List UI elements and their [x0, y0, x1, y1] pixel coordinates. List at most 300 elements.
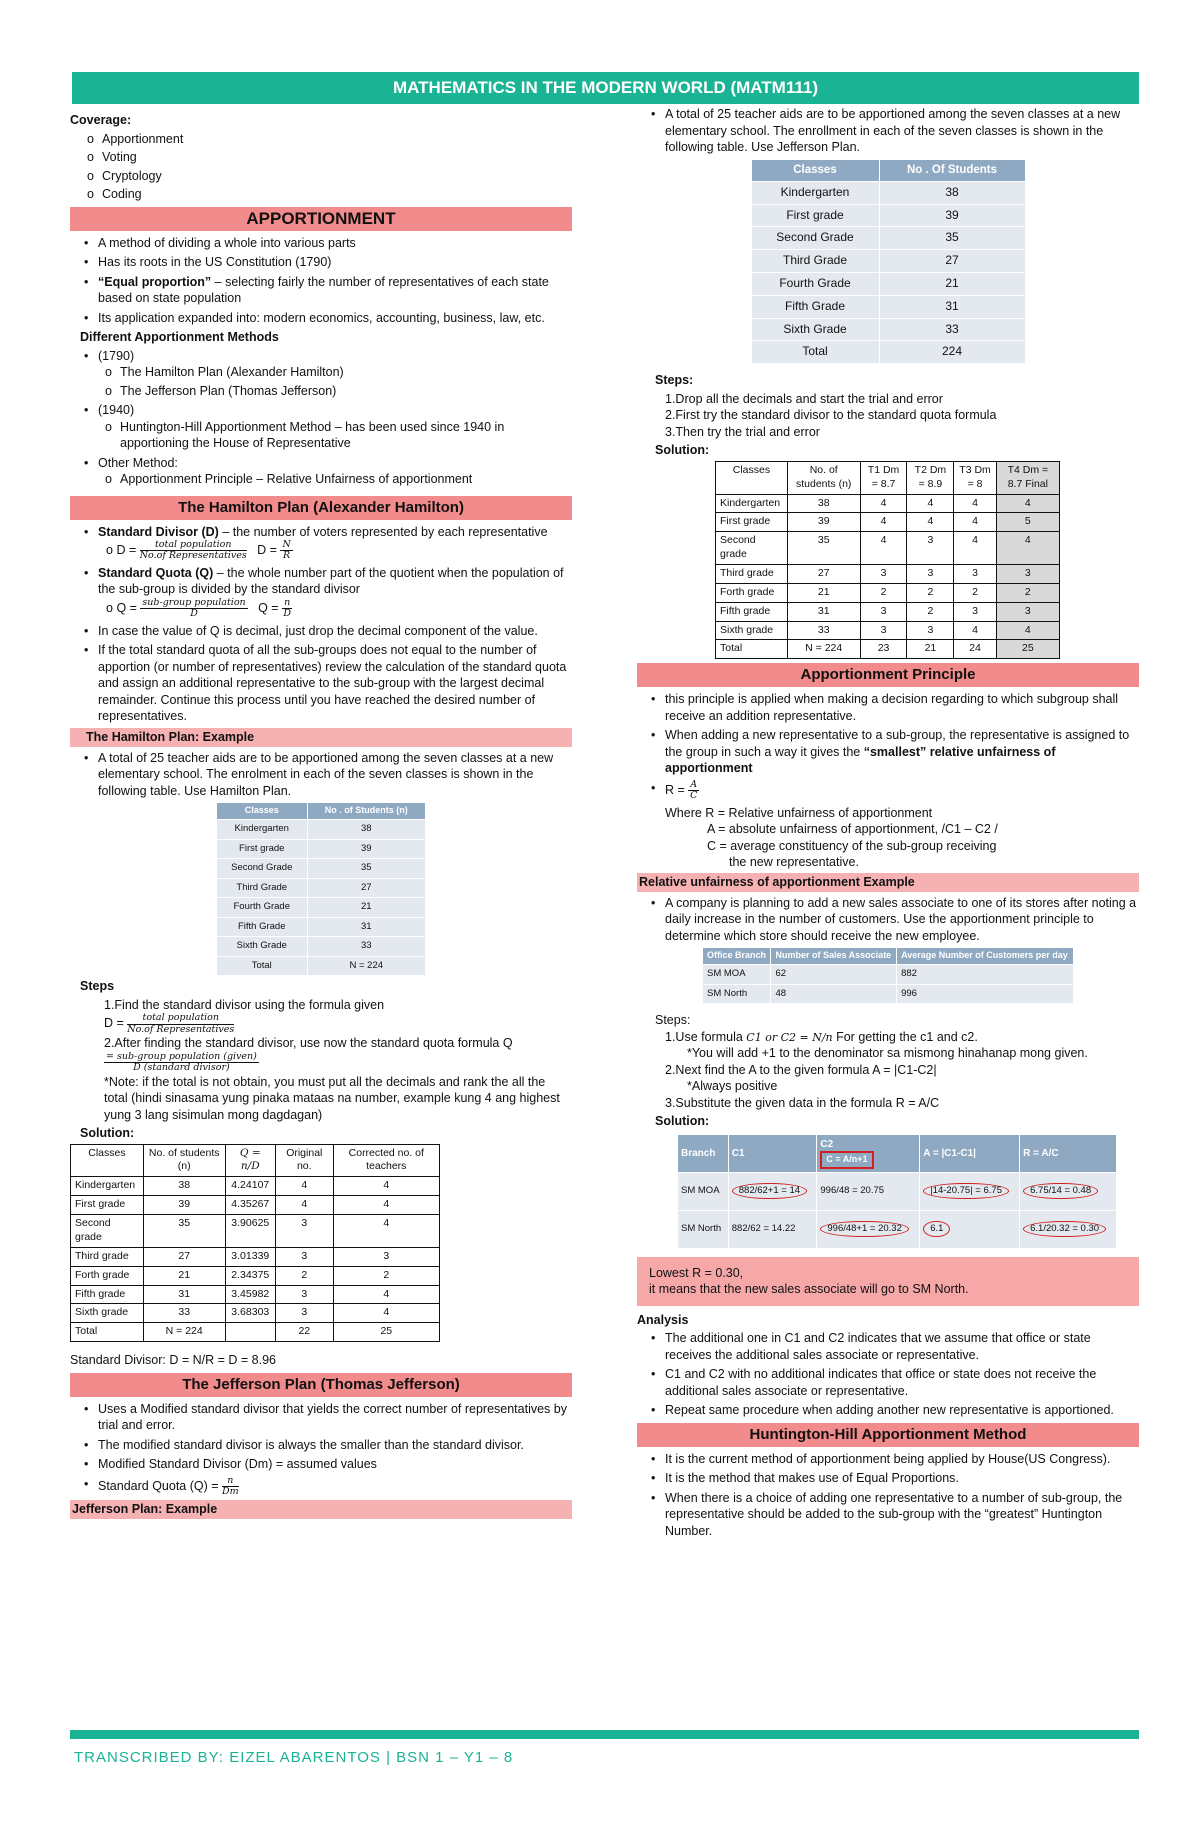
table-cell: 5 — [996, 513, 1059, 532]
table-cell: 3 — [860, 621, 907, 640]
table-row — [217, 839, 426, 859]
formula-lhs: Standard Quota (Q) = — [98, 1478, 219, 1493]
list-item: • A total of 25 teacher aids are to be apportioned among the seven classes at a new elementary school. The enrollment in each of the seven classes is shown in the following table. Use Jefferson Plan. — [665, 106, 1139, 156]
formula-lhs: D = — [257, 543, 277, 558]
list-item: • this principle is applied when making a decision regarding to which subgroup shall receive an addition representative. — [665, 691, 1139, 724]
table-row — [71, 1285, 440, 1304]
table-cell: 21 — [787, 583, 860, 602]
list-item: • A company is planning to add a new sales associate to one of its stores after noting a daily increase in the number of customers. Use the apportionment principle to determine which store should receive the new employee. — [665, 895, 1139, 945]
table-cell: 4 — [860, 494, 907, 513]
table-cell: 4 — [907, 513, 954, 532]
table-cell: Kindergarten — [716, 494, 788, 513]
table-cell: 31 — [879, 295, 1025, 318]
table-cell: 38 — [143, 1177, 225, 1196]
step-text: For getting the c1 and c2. — [832, 1029, 978, 1044]
table-cell: 996 — [897, 984, 1074, 1004]
table-row — [751, 295, 1025, 318]
table-cell: 3 — [954, 564, 996, 583]
jefferson-solution-label: Solution: — [655, 443, 710, 458]
table-cell: Second Grade — [217, 859, 308, 879]
table-row — [71, 1266, 440, 1285]
table-header-row — [217, 803, 426, 820]
principle-list — [637, 691, 1139, 801]
column-header: Classes — [716, 461, 788, 494]
table-cell: Sixth grade — [716, 621, 788, 640]
fraction — [688, 780, 699, 802]
list-item — [98, 524, 572, 562]
table-cell: 21 — [143, 1266, 225, 1285]
table-cell: Sixth grade — [71, 1304, 144, 1323]
right-column — [637, 106, 1139, 1542]
step-3: 3.Then try the trial and error — [665, 424, 820, 439]
formula-lhs: R = — [665, 782, 685, 797]
denominator: No.of Representatives — [139, 550, 247, 562]
circled-value: |14-20.75| = 6.75 — [923, 1183, 1009, 1200]
apportionment-list — [70, 235, 572, 327]
table-cell: 33 — [143, 1304, 225, 1323]
equal-proportion-def: – selecting fairly the number of representatives of each state based on state population — [98, 274, 549, 305]
denominator: D (standard divisor) — [133, 1062, 230, 1074]
denominator: D — [283, 608, 291, 620]
analysis-label: Analysis — [637, 1312, 689, 1327]
formula-box: C = A/n+1 — [820, 1151, 873, 1169]
coverage-label: Coverage: — [70, 113, 132, 127]
table-row — [716, 532, 1060, 565]
numerator: total population — [140, 540, 247, 551]
jefferson-example-heading: Jefferson Plan: Example — [70, 1500, 572, 1519]
list-item: • Has its roots in the US Constitution (1790) — [98, 254, 572, 271]
table-cell: 48 — [771, 984, 897, 1004]
table-row — [703, 965, 1074, 985]
jefferson-heading: The Jefferson Plan (Thomas Jefferson) — [70, 1373, 572, 1397]
table-row — [217, 820, 426, 840]
table-cell: 31 — [143, 1285, 225, 1304]
hamilton-note: *Note: if the total is not obtain, you must put all the decimals and rank the all the total (hindi sinasama yung pinaka mataas na number, example kung 4 ang highest yung 3 lang sisimulan mong dagdagan) — [104, 1074, 560, 1122]
table-cell: N = 224 — [143, 1323, 225, 1342]
table-cell: SM North — [703, 984, 771, 1004]
table-cell: Third Grade — [751, 250, 879, 273]
header-text: C2 — [820, 1138, 834, 1150]
table-cell: 3.68303 — [225, 1304, 275, 1323]
formula-lhs: D = — [116, 543, 137, 558]
step-2: 2.First try the standard divisor to the standard quota formula — [665, 408, 997, 423]
table-cell: N = 224 — [787, 640, 860, 659]
table-cell: 3 — [333, 1247, 439, 1266]
list-item: o Apportionment Principle – Relative Unfairness of apportionment — [120, 471, 572, 488]
denominator: No.of Representatives — [127, 1023, 235, 1035]
table-header-row — [716, 461, 1060, 494]
list-item — [98, 1476, 572, 1498]
other-label: Other Method: — [98, 455, 178, 470]
hamilton-steps-label: Steps — [80, 979, 115, 994]
numerator: n — [284, 596, 291, 608]
table-cell: N = 224 — [307, 956, 426, 976]
left-column — [70, 110, 572, 1522]
table-cell: 33 — [879, 318, 1025, 341]
hamilton-solution-table — [70, 1144, 440, 1342]
list-item: • A method of dividing a whole into various parts — [98, 235, 572, 252]
denominator: R — [283, 550, 291, 562]
table-cell: Fourth Grade — [217, 898, 308, 918]
table-cell: 4 — [860, 532, 907, 565]
table-row — [71, 1177, 440, 1196]
hamilton-solution-label: Solution: — [80, 1126, 135, 1141]
table-cell: 33 — [787, 621, 860, 640]
table-header-row — [751, 159, 1025, 181]
table-row — [71, 1215, 440, 1248]
standard-divisor-result: Standard Divisor: D = N/R = D = 8.96 — [70, 1353, 276, 1368]
table-row — [716, 564, 1060, 583]
table-cell: 2 — [996, 583, 1059, 602]
numerator: total population — [127, 1013, 234, 1024]
table-cell: 4 — [954, 621, 996, 640]
list-item: • The modified standard divisor is always the smaller than the standard divisor. — [98, 1437, 572, 1454]
year-label: (1790) — [98, 348, 135, 363]
table-cell: 3 — [275, 1215, 333, 1248]
table-body — [71, 1177, 440, 1342]
table-cell: 996/48 = 20.75 — [817, 1172, 920, 1210]
page-title: MATHEMATICS IN THE MODERN WORLD (MATM111) — [72, 72, 1139, 104]
table-cell: Total — [71, 1323, 144, 1342]
table-cell: Third grade — [716, 564, 788, 583]
table-cell: 4 — [275, 1177, 333, 1196]
table-cell: Forth grade — [71, 1266, 144, 1285]
table-cell: 4 — [954, 513, 996, 532]
table-cell: Sixth Grade — [751, 318, 879, 341]
table-cell: 4 — [860, 513, 907, 532]
column-header: No. of students (n) — [143, 1144, 225, 1177]
table-row — [716, 602, 1060, 621]
table-cell: 4 — [996, 621, 1059, 640]
table-body — [703, 965, 1074, 1004]
list-item — [98, 402, 572, 452]
table-cell: 33 — [307, 937, 426, 957]
where-line: the new representative. — [729, 855, 859, 870]
table-cell: 3 — [996, 602, 1059, 621]
where-line: A = absolute unfairness of apportionment, /C1 – C2 / — [707, 822, 998, 837]
column-header: T1 Dm = 8.7 — [860, 461, 907, 494]
table-cell: 35 — [879, 227, 1025, 250]
fraction — [104, 1052, 259, 1074]
step-note: *Always positive — [687, 1079, 778, 1094]
numerator: = sub-group population (given) — [106, 1050, 257, 1062]
step-2: 2.Next find the A to the given formula A = |C1-C2| — [665, 1062, 937, 1077]
table-cell: 3 — [907, 532, 954, 565]
table-cell: First grade — [71, 1196, 144, 1215]
column-header: T3 Dm = 8 — [954, 461, 996, 494]
table-cell: 27 — [879, 250, 1025, 273]
standard-quota-def: – the whole number part of the quotient when the population of the sub-group is divided by the standard divisor — [98, 565, 564, 597]
table-body — [217, 820, 426, 976]
table-cell — [920, 1172, 1020, 1210]
table-cell: 2.34375 — [225, 1266, 275, 1285]
table-row — [71, 1304, 440, 1323]
column-header: Classes — [217, 803, 308, 820]
principle-steps-label: Steps: — [655, 1013, 691, 1028]
table-cell: 3 — [275, 1285, 333, 1304]
fraction — [127, 1013, 234, 1035]
methods-label: Different Apportionment Methods — [80, 330, 279, 344]
table-cell: 4 — [333, 1196, 439, 1215]
table-cell: 39 — [143, 1196, 225, 1215]
table-cell: Second grade — [71, 1215, 144, 1248]
table-cell: 4 — [996, 532, 1059, 565]
table-cell: 23 — [860, 640, 907, 659]
table-row — [217, 956, 426, 976]
table-cell: 38 — [879, 181, 1025, 204]
fraction — [280, 540, 292, 562]
list-item: o Coding — [102, 186, 572, 203]
list-item: o Voting — [102, 149, 572, 166]
step-1 — [637, 1029, 1139, 1046]
table-row — [71, 1247, 440, 1266]
table-cell: 35 — [143, 1215, 225, 1248]
table-cell: Fifth grade — [716, 602, 788, 621]
column-header: Q = n/D — [225, 1144, 275, 1177]
table-cell: 4.24107 — [225, 1177, 275, 1196]
step-text: 1.Use formula — [665, 1029, 747, 1044]
hamilton-enrolment-table — [216, 802, 426, 976]
denominator: D — [190, 608, 198, 620]
list-item: • In case the value of Q is decimal, just drop the decimal component of the value. — [98, 623, 572, 640]
table-body — [678, 1172, 1117, 1248]
table-cell: 4 — [996, 494, 1059, 513]
table-cell: 39 — [307, 839, 426, 859]
column-header: No . Of Students — [879, 159, 1025, 181]
denominator: Dm — [222, 1486, 239, 1498]
table-cell: Kindergarten — [751, 181, 879, 204]
table-cell: 3.01339 — [225, 1247, 275, 1266]
standard-quota-term: Standard Quota (Q) — [98, 565, 214, 580]
column-header: No . of Students (n) — [307, 803, 426, 820]
step-formula: C1 or C2 = N/n — [746, 1030, 833, 1044]
table-header-row — [703, 948, 1074, 965]
table-row — [751, 318, 1025, 341]
list-item: • The additional one in C1 and C2 indicates that we assume that office or state receives the additional sales associate or representative. — [665, 1330, 1139, 1363]
jefferson-solution-table — [715, 461, 1060, 659]
table-cell: Third grade — [71, 1247, 144, 1266]
table-row — [678, 1210, 1117, 1248]
table-cell: 25 — [333, 1323, 439, 1342]
table-cell: 35 — [307, 859, 426, 879]
table-cell: 25 — [996, 640, 1059, 659]
table-cell: 38 — [787, 494, 860, 513]
standard-divisor-term: Standard Divisor (D) — [98, 524, 219, 539]
list-item: • Modified Standard Divisor (Dm) = assumed values — [98, 1456, 572, 1473]
formula-lhs: D = — [104, 1016, 124, 1031]
equal-proportion-term: “Equal proportion” — [98, 274, 212, 289]
hamilton-heading: The Hamilton Plan (Alexander Hamilton) — [70, 496, 572, 520]
step-2-formula — [70, 1052, 572, 1074]
table-cell: 4 — [333, 1215, 439, 1248]
table-cell: Second grade — [716, 532, 788, 565]
step-3: 3.Substitute the given data in the formula R = A/C — [665, 1095, 940, 1110]
table-cell: Second Grade — [751, 227, 879, 250]
column-header: R = A/C — [1020, 1134, 1117, 1172]
table-cell: 2 — [333, 1266, 439, 1285]
table-header-row — [678, 1134, 1117, 1172]
numerator: sub-group population — [142, 596, 246, 608]
fraction — [140, 540, 247, 562]
table-row — [751, 227, 1025, 250]
table-cell: 21 — [879, 272, 1025, 295]
table-cell: 62 — [771, 965, 897, 985]
column-header: T2 Dm = 8.9 — [907, 461, 954, 494]
jefferson-list — [70, 1401, 572, 1498]
table-row — [751, 204, 1025, 227]
table-cell: 2 — [275, 1266, 333, 1285]
table-row — [678, 1172, 1117, 1210]
methods-list — [70, 348, 572, 488]
column-header: Original no. — [275, 1144, 333, 1177]
result-line: Lowest R = 0.30, — [649, 1265, 744, 1280]
table-cell: 224 — [879, 341, 1025, 364]
column-header — [817, 1134, 920, 1172]
list-item: • A total of 25 teacher aids are to be apportioned among the seven classes at a new elementary school. The enrolment in each of the seven classes is shown in the following table. Use Hamilton Plan. — [98, 750, 572, 800]
table-cell: 21 — [907, 640, 954, 659]
list-item: o The Jefferson Plan (Thomas Jefferson) — [120, 383, 572, 400]
table-cell: Kindergarten — [217, 820, 308, 840]
circled-value: 882/62+1 = 14 — [732, 1183, 807, 1200]
table-cell: 3 — [275, 1304, 333, 1323]
fraction — [282, 598, 292, 620]
table-row — [716, 583, 1060, 602]
column-header: No. of students (n) — [787, 461, 860, 494]
table-row — [217, 859, 426, 879]
formula-lhs: Q = — [258, 601, 279, 616]
sd-formula: o D = $\frac{\text{total population}}{\text{No.of Representatives}}$ D = $\frac{N}{R}$ — [106, 539, 291, 562]
jefferson-steps-label: Steps: — [655, 373, 694, 388]
table-cell — [728, 1172, 817, 1210]
table-cell: 22 — [275, 1323, 333, 1342]
table-cell: 3 — [954, 602, 996, 621]
table-cell: 3.45982 — [225, 1285, 275, 1304]
table-cell: 4 — [275, 1196, 333, 1215]
circled-value: 6.75/14 = 0.48 — [1023, 1183, 1098, 1200]
table-cell: Kindergarten — [71, 1177, 144, 1196]
column-header: C1 — [728, 1134, 817, 1172]
numerator: n — [222, 1476, 239, 1487]
column-header: Classes — [71, 1144, 144, 1177]
column-header: Average Number of Customers per day — [897, 948, 1074, 965]
column-header: Classes — [751, 159, 879, 181]
step-2: 2.After finding the standard divisor, use now the standard quota formula Q — [104, 1036, 513, 1051]
table-cell: 35 — [787, 532, 860, 565]
table-row — [217, 937, 426, 957]
result-box — [637, 1257, 1139, 1306]
sq-formula: o Q = $\frac{\text{sub-group population}}{D}$ Q = $\frac{n}{D}$ — [106, 596, 291, 620]
column-header: Corrected no. of teachers — [333, 1144, 439, 1177]
table-cell: 3 — [275, 1247, 333, 1266]
table-cell: Third Grade — [217, 878, 308, 898]
table-cell: Total — [217, 956, 308, 976]
table-cell: 4 — [954, 532, 996, 565]
table-cell: 27 — [143, 1247, 225, 1266]
column-header: A = |C1-C1| — [920, 1134, 1020, 1172]
list-item: o Apportionment — [102, 131, 572, 148]
principle-example-heading: Relative unfairness of apportionment Example — [637, 873, 1139, 892]
table-row — [71, 1323, 440, 1342]
table-cell: 882/62 = 14.22 — [728, 1210, 817, 1248]
analysis-list — [637, 1330, 1139, 1419]
standard-divisor-def: – the number of voters represented by each representative — [218, 524, 548, 539]
table-row — [71, 1196, 440, 1215]
table-cell: 2 — [860, 583, 907, 602]
table-cell: 39 — [787, 513, 860, 532]
table-header-row — [71, 1144, 440, 1177]
principle-solution-table — [677, 1134, 1117, 1249]
table-cell: 39 — [879, 204, 1025, 227]
table-cell: First grade — [217, 839, 308, 859]
year-label: (1940) — [98, 403, 135, 417]
step-1-formula — [70, 1013, 572, 1035]
where-line: Where R = Relative unfairness of apportionment — [665, 805, 933, 820]
table-cell: 27 — [787, 564, 860, 583]
footer-credit: TRANSCRIBED BY: EIZEL ABARENTOS | BSN 1 – Y1 – 8 — [74, 1749, 514, 1766]
table-cell: 2 — [907, 583, 954, 602]
hamilton-example-heading: The Hamilton Plan: Example — [70, 728, 572, 747]
circled-value: 996/48+1 = 20.32 — [820, 1221, 909, 1238]
table-cell: 31 — [787, 602, 860, 621]
table-cell: 882 — [897, 965, 1074, 985]
table-cell: 4 — [333, 1304, 439, 1323]
table-cell: Fifth grade — [71, 1285, 144, 1304]
table-cell — [817, 1210, 920, 1248]
table-row — [703, 984, 1074, 1004]
table-cell: 4 — [954, 494, 996, 513]
list-item: • It is the method that makes use of Equal Proportions. — [665, 1470, 1139, 1487]
list-item — [98, 274, 572, 307]
table-row — [217, 917, 426, 937]
table-cell: 27 — [307, 878, 426, 898]
table-cell: 3 — [860, 602, 907, 621]
table-cell: 21 — [307, 898, 426, 918]
column-header: Office Branch — [703, 948, 771, 965]
table-row — [751, 250, 1025, 273]
table-cell: 3 — [996, 564, 1059, 583]
table-cell: Forth grade — [716, 583, 788, 602]
fraction — [140, 598, 247, 620]
table-body — [751, 181, 1025, 364]
list-item: o Huntington-Hill Apportionment Method – has been used since 1940 in apportioning the House of Representative — [120, 419, 572, 452]
table-cell: 24 — [954, 640, 996, 659]
table-cell — [225, 1323, 275, 1342]
table-row — [716, 494, 1060, 513]
table-cell: SM North — [678, 1210, 729, 1248]
list-item: • Repeat same procedure when adding another new representative is apportioned. — [665, 1402, 1139, 1419]
list-item — [98, 455, 572, 488]
list-item: • If the total standard quota of all the sub-groups does not equal to the number of apportion (or number of representatives) review the calculation of the standard quota and assign an additional representative to the sub-group with the largest decimal remainder. Continue this process until you have reached the desired number of representatives. — [98, 642, 572, 725]
branch-table — [702, 947, 1074, 1004]
table-row — [716, 640, 1060, 659]
jefferson-enrollment-table — [751, 159, 1026, 365]
numerator: N — [282, 539, 291, 550]
table-cell: First grade — [716, 513, 788, 532]
table-cell: 4 — [333, 1177, 439, 1196]
list-item — [98, 348, 572, 400]
table-cell: 3.90625 — [225, 1215, 275, 1248]
apportionment-heading: APPORTIONMENT — [70, 207, 572, 231]
list-item: o The Hamilton Plan (Alexander Hamilton) — [120, 364, 572, 381]
table-cell: Total — [716, 640, 788, 659]
table-cell: 3 — [907, 621, 954, 640]
table-cell: 31 — [307, 917, 426, 937]
table-cell: SM MOA — [703, 965, 771, 985]
circled-value: 6.1/20.32 = 0.30 — [1023, 1221, 1106, 1238]
step-1: 1.Drop all the decimals and start the trial and error — [665, 391, 943, 406]
table-cell: SM MOA — [678, 1172, 729, 1210]
table-row — [716, 513, 1060, 532]
